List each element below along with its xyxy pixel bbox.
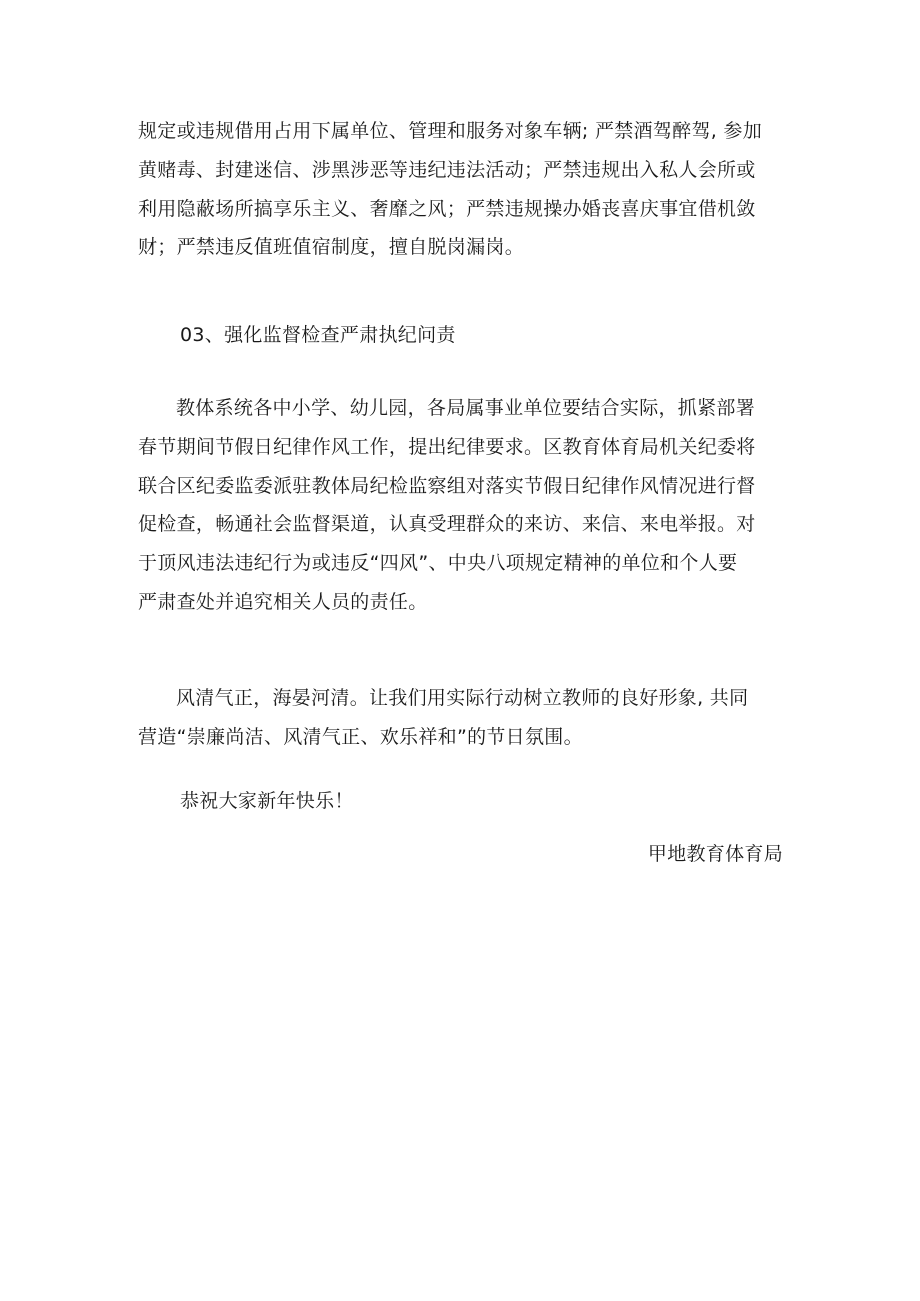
paragraph-line: 规定或违规借用占用下属单位、管理和服务对象车辆; 严禁酒驾醉驾, 参加	[138, 120, 763, 142]
paragraph-supervision	[138, 389, 783, 622]
paragraph-line: 利用隐蔽场所搞享乐主义、奢靡之风；严禁违规操办婚丧喜庆事宜借机敛	[138, 197, 756, 220]
paragraph-line: 于顶风违法违纪行为或违反“四风”、中央八项规定精神的单位和个人要	[138, 552, 738, 575]
greeting-line: 恭祝大家新年快乐！	[180, 790, 354, 812]
paragraph-line: 促检查，畅通社会监督渠道，认真受理群众的来访、来信、来电举报。对	[138, 513, 756, 536]
paragraph-closing	[138, 679, 783, 757]
paragraph-line: 联合区纪委监委派驻教体局纪检监察组对落实节假日纪律作风情况进行督	[138, 474, 756, 497]
paragraph-continuation	[138, 112, 783, 267]
paragraph-line: 严肃查处并追究相关人员的责任。	[138, 590, 428, 613]
paragraph-line: 财；严禁违反值班值宿制度，擅自脱岗漏岗。	[138, 236, 525, 259]
signature-line: 甲地教育体育局	[647, 843, 783, 865]
paragraph-line: 教体系统各中小学、幼儿园，各局属事业单位要结合实际，抓紧部署	[176, 397, 756, 419]
section-heading: 03、强化监督检查严肃执纪问责	[180, 324, 456, 346]
paragraph-line: 春节期间节假日纪律作风工作，提出纪律要求。区教育体育局机关纪委将	[138, 435, 756, 458]
paragraph-line: 黄赌毒、封建迷信、涉黑涉恶等违纪违法活动；严禁违规出入私人会所或	[138, 158, 756, 181]
paragraph-line: 营造“崇廉尚洁、风清气正、欢乐祥和”的节日氛围。	[138, 725, 583, 748]
paragraph-line: 风清气正，海晏河清。让我们用实际行动树立教师的良好形象, 共同	[176, 687, 749, 709]
